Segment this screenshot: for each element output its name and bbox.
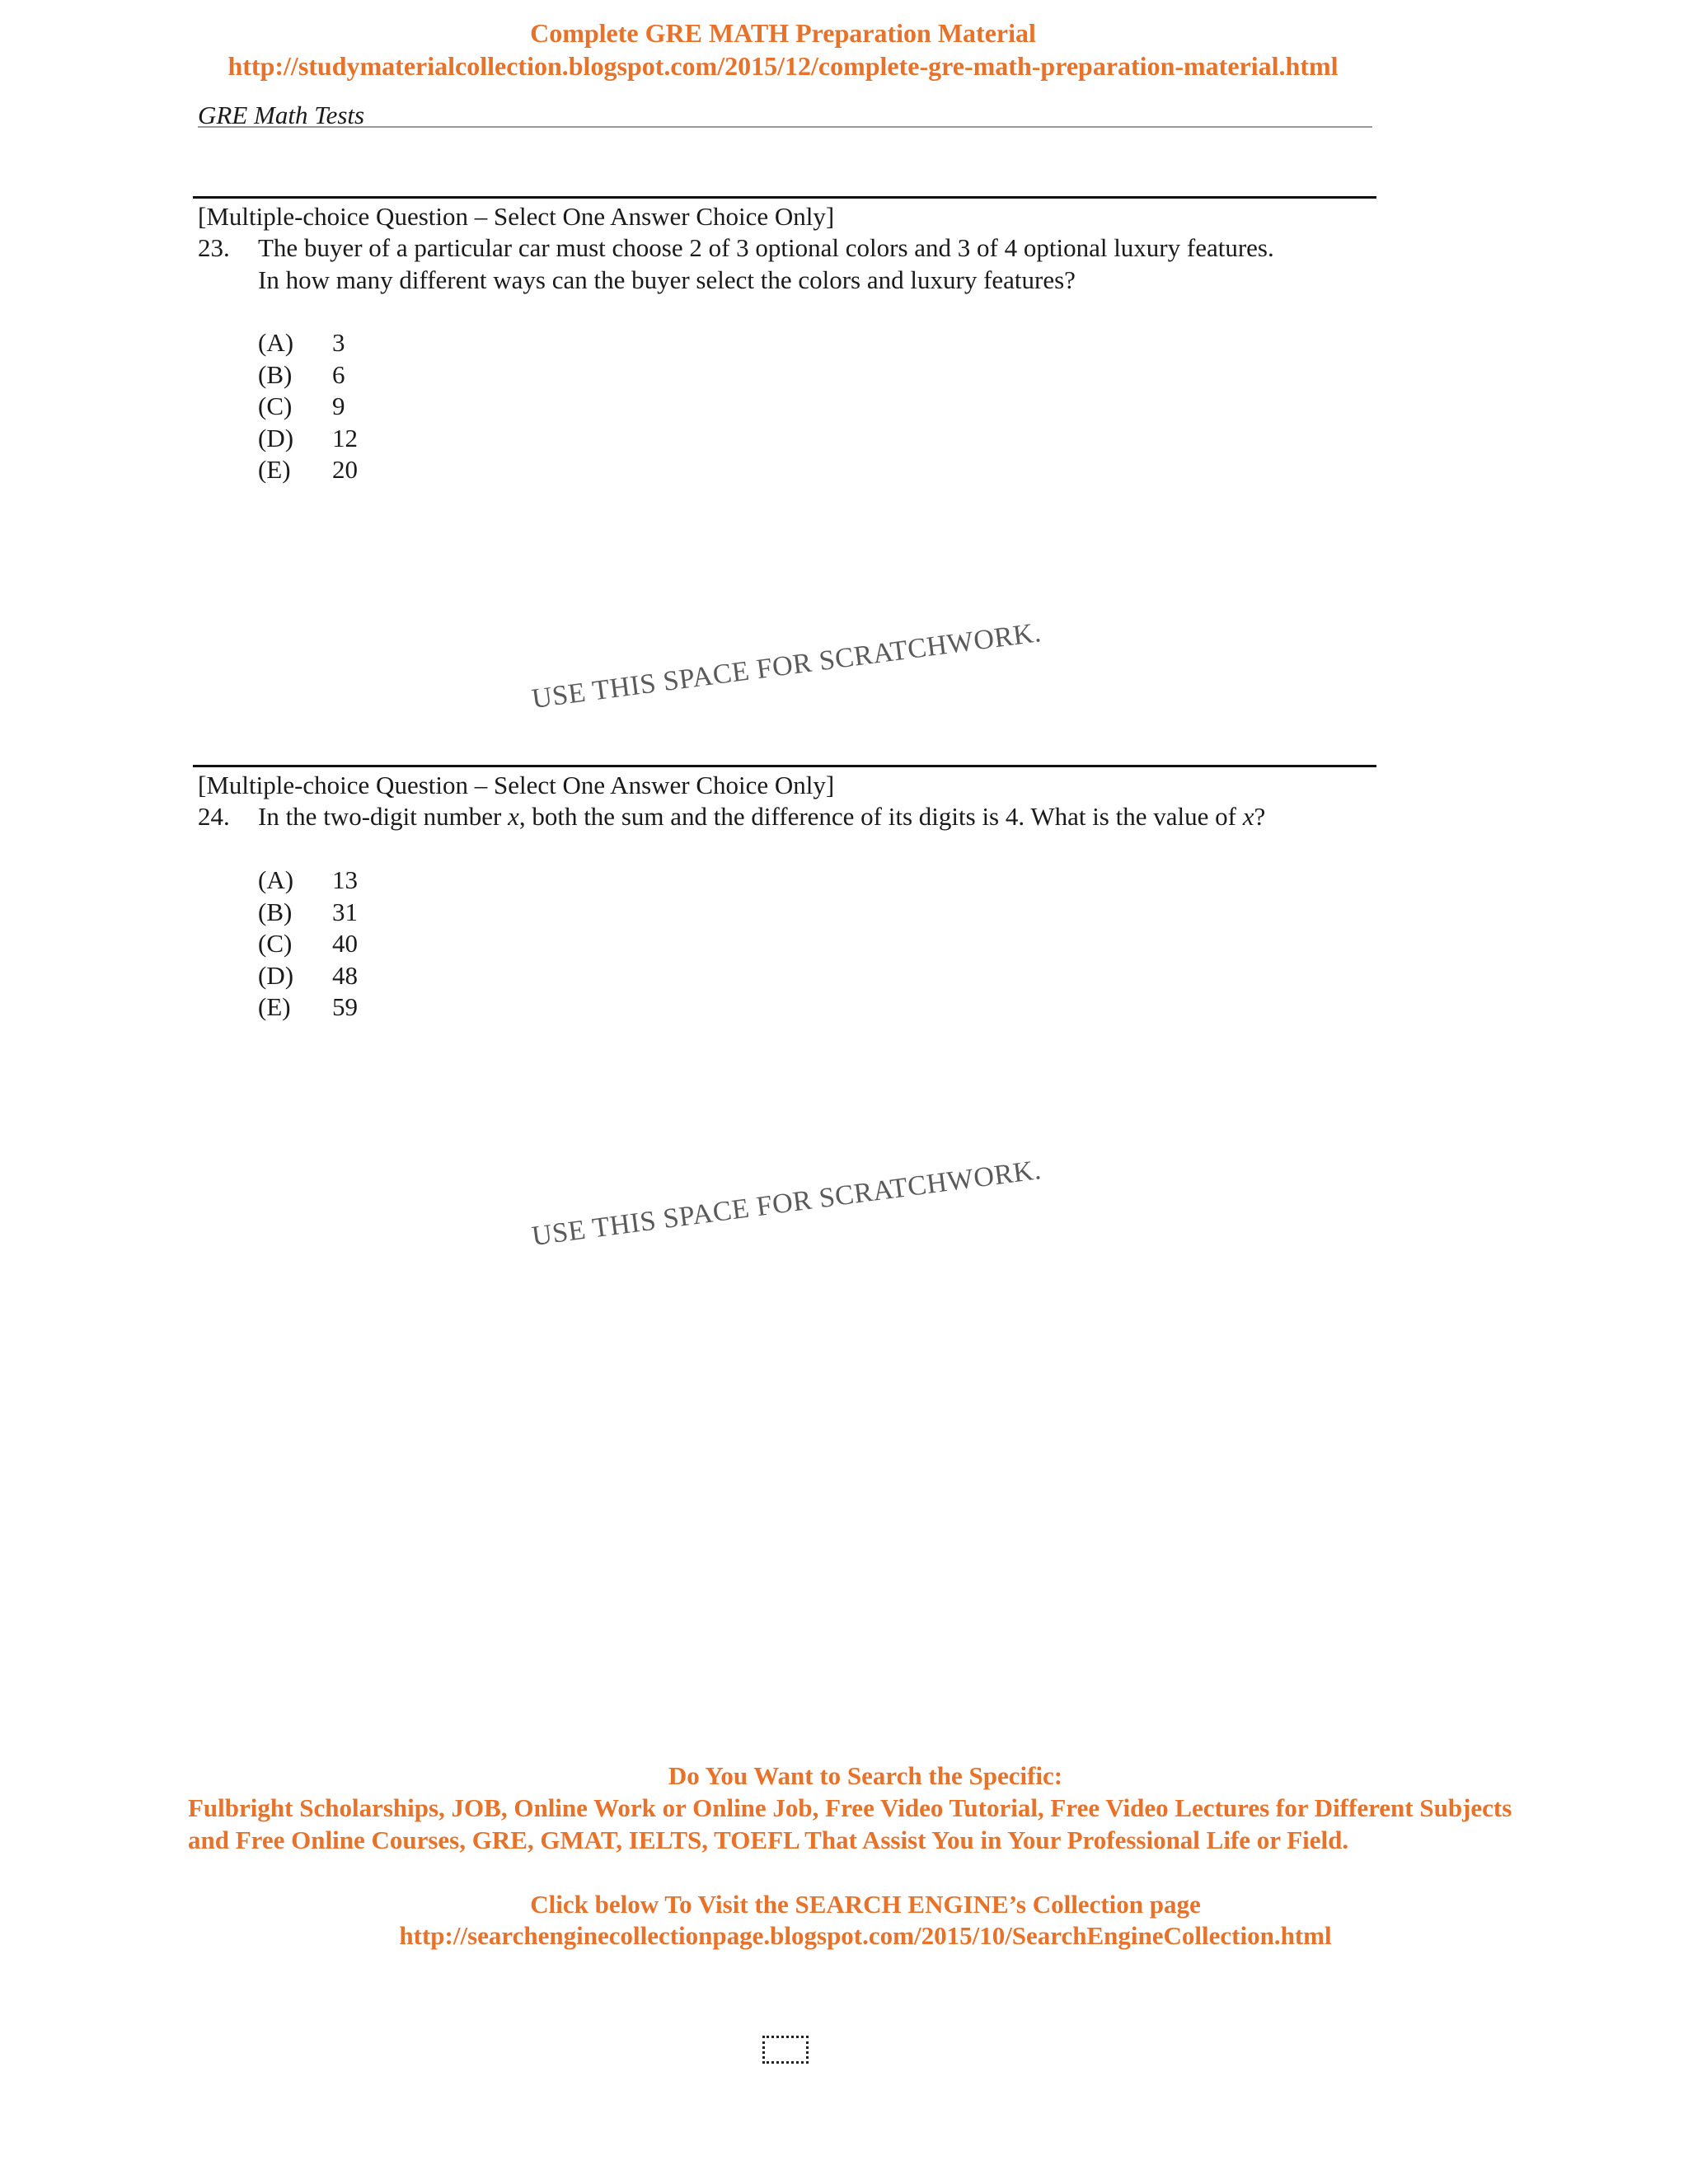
question-divider: [193, 765, 1376, 767]
running-head: GRE Math Tests: [198, 101, 365, 129]
choice-letter: (D): [258, 423, 294, 452]
answer-choice[interactable]: [258, 991, 358, 1024]
choice-value: 9: [332, 391, 345, 420]
promo-heading: Do You Want to Search the Specific:: [668, 1761, 1063, 1790]
question-type-label: [Multiple-choice Question – Select One Answer Choice Only]: [198, 202, 835, 231]
question-number: 23.: [198, 233, 230, 262]
question-text-line: In how many different ways can the buyer select the colors and luxury features?: [258, 265, 1076, 294]
choice-value: 3: [332, 328, 345, 357]
question-text-part: In the two-digit number: [258, 802, 509, 831]
choice-letter: (E): [258, 992, 291, 1021]
answer-choice[interactable]: [258, 391, 358, 423]
answer-choice[interactable]: [258, 423, 358, 455]
answer-choice[interactable]: [258, 960, 358, 992]
promo-cta: Click below To Visit the SEARCH ENGINE’s Collection page: [530, 1890, 1201, 1919]
question-number: 24.: [198, 802, 230, 831]
choice-letter: (C): [258, 391, 293, 420]
page-title: Complete GRE MATH Preparation Material: [530, 18, 1036, 48]
answer-choice[interactable]: [258, 454, 358, 486]
choice-value: 48: [332, 960, 358, 990]
choice-value: 40: [332, 929, 358, 958]
question-divider: [193, 196, 1376, 199]
choice-letter: (B): [258, 897, 293, 926]
choice-value: 59: [332, 992, 358, 1021]
promo-body: Fulbright Scholarships, JOB, Online Work or Online Job, Free Video Tutorial, Free Video Lectures for Different Subjects and Free Online Courses, GRE, GMAT, IELTS, TOEFL That Assist You in Your Professional Life or Field.: [188, 1793, 1512, 1854]
answer-choices: [258, 327, 358, 486]
answer-choice[interactable]: [258, 897, 358, 929]
choice-letter: (A): [258, 328, 294, 357]
choice-letter: (D): [258, 960, 294, 990]
header-divider: [198, 126, 1372, 128]
scratchwork-label: USE THIS SPACE FOR SCRATCHWORK.: [530, 617, 1043, 715]
answer-choice[interactable]: [258, 865, 358, 897]
choice-value: 13: [332, 865, 358, 894]
choice-value: 12: [332, 423, 358, 452]
question-text-part: ?: [1254, 802, 1266, 831]
question-text: [258, 232, 1387, 296]
image-placeholder: [762, 2036, 809, 2064]
answer-choices: [258, 865, 358, 1024]
variable-x: x: [508, 802, 519, 831]
answer-choice[interactable]: [258, 327, 358, 359]
question-text-line: The buyer of a particular car must choose 2 of 3 optional colors and 3 of 4 optional luxury features.: [258, 233, 1274, 262]
question-type-label: [Multiple-choice Question – Select One Answer Choice Only]: [198, 771, 835, 799]
choice-letter: (C): [258, 929, 293, 958]
choice-letter: (A): [258, 865, 294, 894]
variable-x: x: [1242, 802, 1254, 831]
choice-value: 6: [332, 359, 345, 389]
search-engine-link[interactable]: http://searchenginecollectionpage.blogspot.com/2015/10/SearchEngineCollection.html: [399, 1921, 1332, 1950]
source-link[interactable]: http://studymaterialcollection.blogspot.com/2015/12/complete-gre-math-preparation-material.html: [227, 51, 1339, 81]
choice-letter: (B): [258, 359, 293, 389]
choice-value: 31: [332, 897, 358, 926]
question-text: [258, 801, 1387, 833]
choice-letter: (E): [258, 455, 291, 484]
question-text-part: , both the sum and the difference of its digits is 4. What is the value of: [518, 802, 1243, 831]
answer-choice[interactable]: [258, 359, 358, 391]
choice-value: 20: [332, 455, 358, 484]
scratchwork-label: USE THIS SPACE FOR SCRATCHWORK.: [530, 1155, 1043, 1253]
answer-choice[interactable]: [258, 928, 358, 960]
